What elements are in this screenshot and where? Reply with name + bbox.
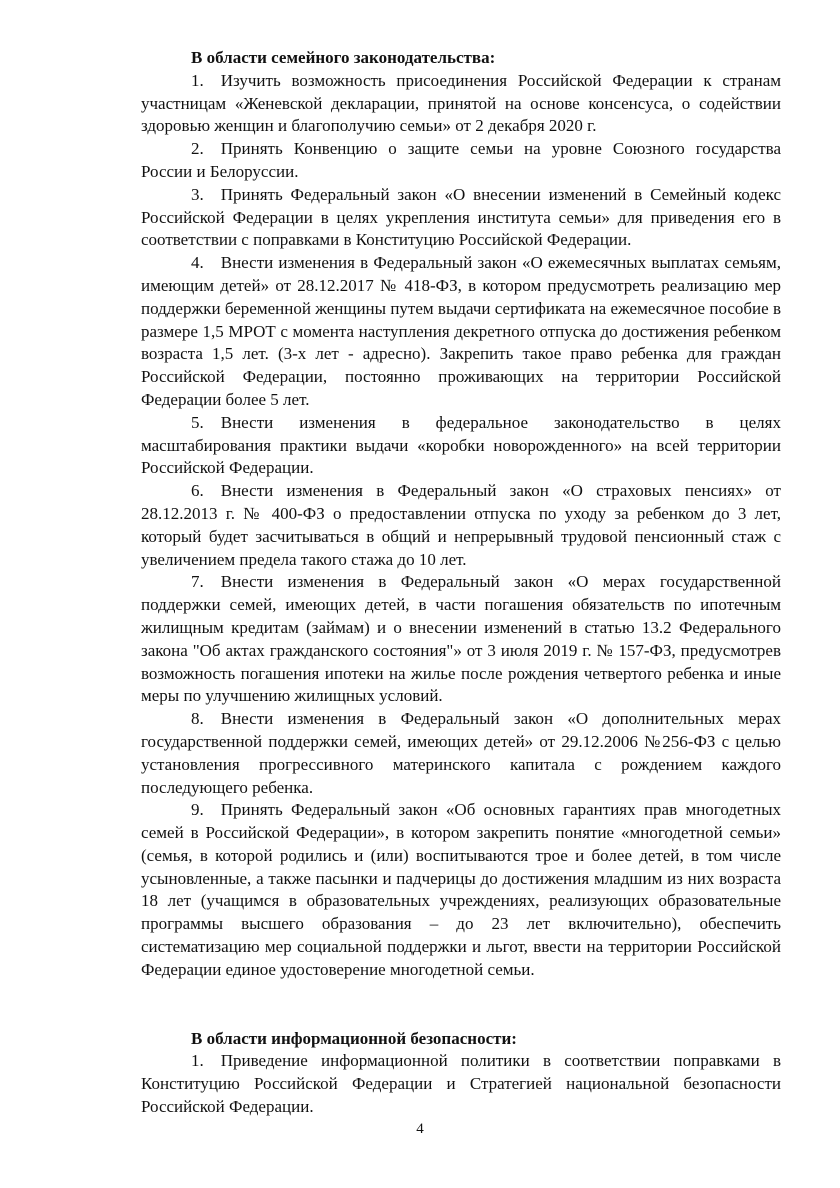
section-heading-family-law: В области семейного законодательства:	[191, 48, 496, 67]
list-item: 6. Внести изменения в Федеральный закон «О страховых пенсиях» от 28.12.2013 г. № 400-ФЗ о предоставлении отпуска по уходу за ребенком до 3 лет, который будет засчитываться в общий и непрерывный трудовой пенсионный стаж с увеличением предела такого стажа до 10 лет.	[141, 481, 781, 569]
page-content	[141, 47, 781, 1119]
list-item: 3. Принять Федеральный закон «О внесении изменений в Семейный кодекс Российской Федерации в целях укрепления института семьи» для приведения его в соответствии с поправками в Конституцию Российской Федерации.	[141, 184, 781, 250]
list-item: 7. Внести изменения в Федеральный закон «О мерах государственной поддержки семей, имеющих детей, в части погашения обязательств по ипотечным жилищным кредитам (займам) и о внесении изменений в статью 13.2 Федерального закона "Об актах гражданского состояния"» от 3 июля 2019 г. № 157-ФЗ, предусмотрев возможность погашения ипотеки на жилье после рождения четвертого ребенка и иные меры по улучшению жилищных условий.	[141, 572, 781, 706]
list-item: 4. Внести изменения в Федеральный закон «О ежемесячных выплатах семьям, имеющим детей» от 28.12.2017 № 418-ФЗ, в котором предусмотреть реализацию мер поддержки беременной женщины путем выдачи сертификата на ежемесячное пособие в размере 1,5 МРОТ с момента наступления декретного отпуска до достижения ребенком возраста 1,5 лет. (3-х лет - адресно). Закрепить такое право ребенка для граждан Российской Федерации, постоянно проживающих на территории Российской Федерации более 5 лет.	[141, 253, 781, 409]
page-number: 4	[416, 1121, 424, 1137]
section-spacer	[141, 982, 781, 1028]
list-item: 2. Принять Конвенцию о защите семьи на уровне Союзного государства России и Белоруссии.	[141, 139, 781, 181]
list-item: 9. Принять Федеральный закон «Об основных гарантиях прав многодетных семей в Российской Федерации», в котором закрепить понятие «многодетной семьи» (семья, в которой родились и (или) воспитываются трое и более детей, в том числе усыновленные, а также пасынки и падчерицы до достижения младшим из них возраста 18 лет (учащимся в образовательных учреждениях, реализующих образовательные программы высшего образования – до 23 лет включительно), обеспечить систематизацию мер социальной поддержки и льгот, ввести на территории Российской Федерации единое удостоверение многодетной семьи.	[141, 800, 781, 979]
section-heading-information-security: В области информационной безопасности:	[191, 1028, 517, 1048]
list-item: 5. Внести изменения в федеральное законодательство в целях масштабирования практики выдачи «коробки новорожденного» на всей территории Российской Федерации.	[141, 412, 781, 478]
list-item: 1. Изучить возможность присоединения Российской Федерации к странам участницам «Женевской декларации, принятой на основе консенсуса, о содействии здоровью женщин и благополучию семьи» от 2 декабря 2020 г.	[141, 70, 781, 136]
list-item: 1. Приведение информационной политики в соответствии поправками в Конституцию Российской Федерации и Стратегией национальной безопасности Российской Федерации.	[141, 1051, 781, 1117]
list-item: 8. Внести изменения в Федеральный закон «О дополнительных мерах государственной поддержки семей, имеющих детей» от 29.12.2006 №256-ФЗ с целью установления прогрессивного материнского капитала с рождением каждого последующего ребенка.	[141, 709, 781, 797]
